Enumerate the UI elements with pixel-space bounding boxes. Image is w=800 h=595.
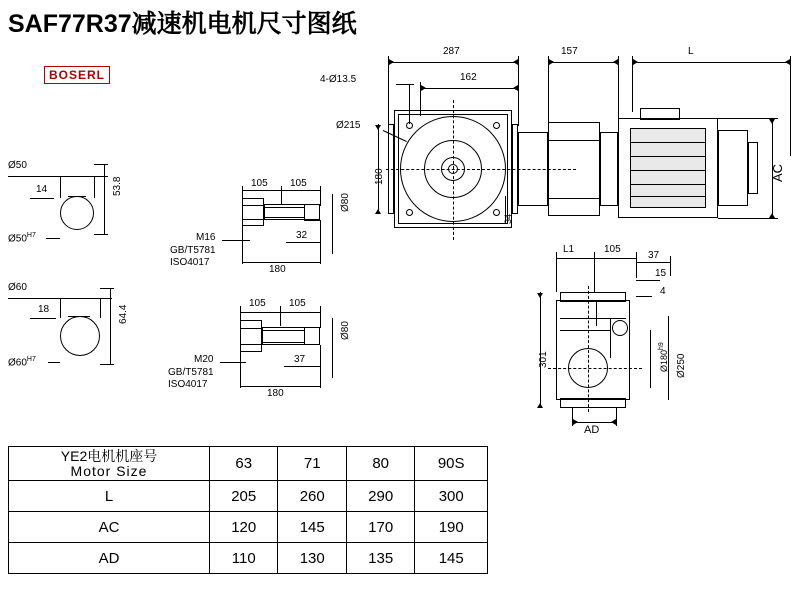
front-rib-3 [610,318,611,358]
m20-d80-line [332,318,333,378]
front-rib-4 [596,302,597,326]
label-m16-32: 32 [296,230,308,241]
front-rib-2 [560,330,610,331]
bolt-hole-2 [493,122,500,129]
shaft-key-flat-60 [68,316,90,317]
cell-L-71: 260 [278,481,346,512]
table-header-size-0: 63 [210,447,278,481]
label-m16-180: 180 [269,264,286,275]
reducer-stage-2 [548,122,600,216]
reducer-rib-1 [548,140,600,141]
label-m16: M16 [196,232,216,243]
cell-L-90S: 300 [415,481,488,512]
m20-dim180-ext1 [240,352,241,388]
label-front-105: 105 [604,244,621,255]
ext-line-50-a [60,176,61,198]
reducer-stage-1 [518,132,548,206]
m20-head-line1 [240,328,262,329]
label-m20-180: 180 [267,388,284,399]
table-header-en: Motor Size [70,462,148,479]
label-301: 301 [538,351,549,368]
m20-ext3 [320,306,321,328]
cell-L-63: 205 [210,481,278,512]
label-shaft-dia-50: Ø50 [8,160,27,171]
m16-leader [222,240,250,241]
label-shaft-fit-50: $Ø50^{H7}$ [8,232,36,245]
m16-head-line1 [242,205,264,206]
front-top-flange [560,292,626,302]
label-L: L [688,46,694,57]
table-header-row [9,447,488,481]
label-34: 34 [503,213,513,224]
label-front-4: 4 [660,286,666,297]
ext-line-50-b [94,176,95,198]
dim-37f-ext [670,256,671,276]
motor-fin-1 [630,142,706,143]
label-m20-105a: 105 [249,298,266,309]
m20-ext2 [280,306,281,326]
dim-L1-line [556,258,594,259]
m16-dim-180 [242,262,320,263]
label-4-holes: 4-Ø13.5 [320,74,357,85]
dim-301-arrow-t [537,293,543,298]
dim-157-ext1 [548,56,549,124]
leader-60h7 [48,362,60,363]
dim-AC-arrow-t [769,119,775,124]
reducer-rib-2 [548,198,600,199]
dim-287-arrow-l [389,59,394,65]
motor-fan-cover [718,130,748,206]
m16-ext2 [281,186,282,204]
label-157: 157 [561,46,578,57]
dim-AD-arrow-l [573,419,578,425]
dim-AD-ext1 [572,408,573,426]
dim-4f-line [636,296,652,297]
label-key-width-50: 14 [36,184,48,195]
m16-thread-a [264,207,304,208]
label-key-width-60: 18 [38,304,50,315]
table-header-label [9,447,210,481]
row-label-AD: AD [9,543,210,574]
shaft-key-flat-50 [68,196,86,197]
dim-287-ext2 [518,56,519,126]
cell-AC-80: 170 [346,512,414,543]
dim-157-ext2 [618,56,619,120]
m16-d80-line [332,194,333,254]
label-AC: AC [770,163,785,182]
leader-50h7 [46,238,60,239]
m16-dim180-ext2 [320,220,321,264]
table-header-size-2: 80 [346,447,414,481]
dim-L-ext2 [790,56,791,156]
dim-162-line [420,88,518,89]
dim-538-ext-top [94,164,108,165]
m16-tip-top [304,204,320,205]
label-m20: M20 [194,354,214,365]
brand-logo: BOSERL [44,66,110,84]
dim-644-ext-bot [100,364,114,365]
label-L1: L1 [563,244,575,255]
row-label-AC: AC [9,512,210,543]
table-header-cn: YE2电机机座号 [60,448,158,464]
label-m20-37: 37 [294,354,306,365]
table-header-size-1: 71 [278,447,346,481]
spec-table [8,446,488,574]
motor-end-cap [748,142,758,194]
shaft-circle-60 [60,316,100,356]
dim-L1-ext1 [556,252,557,292]
dim-L-line [632,62,790,63]
motor-fin-5 [630,196,706,197]
dim-d180-line [650,330,651,388]
terminal-box [640,108,680,120]
dim-162-arrow-l [421,85,426,91]
dim-157-line [548,62,618,63]
label-162: 162 [460,72,477,83]
label-m16-105a: 105 [251,178,268,189]
dim-644-line [110,288,111,364]
motor-fin-4 [630,184,706,185]
cell-AD-80: 135 [346,543,414,574]
m20-ext1 [240,306,241,320]
dim-15f-line [636,280,660,281]
cell-AD-63: 110 [210,543,278,574]
row-label-L: L [9,481,210,512]
m20-dim-180 [240,386,320,387]
cell-AC-71: 145 [278,512,346,543]
dim-287-ext1 [388,56,389,124]
front-center-h [548,368,642,369]
cell-AC-90S: 190 [415,512,488,543]
cell-AD-90S: 145 [415,543,488,574]
dim-37f-line [636,262,670,263]
dim-538-ext-bot [94,234,108,235]
table-row [9,481,488,512]
dim-644-ext-top [100,288,114,289]
label-m20-std1: GB/T5781 [168,367,214,378]
bolt-hole-3 [406,209,413,216]
holes-leader-1 [396,84,414,85]
dim-301-arrow-b [537,403,543,408]
m16-bolt-head [242,198,264,226]
m20-thread-end [304,327,305,345]
dim-L-arrow-r [785,59,790,65]
dim-157-arrow-r [613,59,618,65]
motor-fin-3 [630,170,706,171]
m16-head-line2 [242,219,264,220]
m20-thread-b [262,342,304,343]
cell-AD-71: 130 [278,543,346,574]
table-header-size-3: 90S [415,447,488,481]
holes-leader-2 [409,84,410,124]
dim-162-arrow-r [513,85,518,91]
m16-dim-32 [286,242,320,243]
label-front-15: 15 [655,268,667,279]
dim-AD-ext2 [616,408,617,426]
label-m16-105b: 105 [290,178,307,189]
dim-AD-line [572,422,616,423]
label-m20-105b: 105 [289,298,306,309]
label-shaft-fit-60: $Ø60^{H7}$ [8,356,36,369]
bolt-hole-4 [493,209,500,216]
cell-L-80: 290 [346,481,414,512]
m16-ext3 [320,186,321,206]
label-m16-d80: Ø80 [340,193,351,212]
dim-AC-ext-bot [718,218,778,219]
center-line-v [453,100,454,240]
table-row [9,543,488,574]
dim-L-arrow-l [633,59,638,65]
dim-AC-ext-top [718,118,778,119]
m20-leader [220,362,246,363]
label-m16-std1: GB/T5781 [170,245,216,256]
front-small-boss [612,320,628,336]
m16-ext1 [242,186,243,198]
m16-tip-bot [304,220,320,221]
m20-head-line2 [240,344,262,345]
m16-thread-b [264,217,304,218]
m16-thread-end [304,204,305,220]
m20-dim180-ext2 [320,345,321,388]
mount-plate-left [388,124,394,214]
front-center-v [588,286,589,412]
page-title: SAF77R37减速机电机尺寸图纸 [8,10,357,38]
dim-157-arrow-l [549,59,554,65]
dim-538-line [104,164,105,234]
table-row [9,512,488,543]
label-front-37: 37 [648,250,660,261]
dim-105f-line [594,258,636,259]
m20-thread-a [262,330,304,331]
dim-180-arrow-t [375,125,381,130]
dim-301-line [540,292,541,408]
label-shaft-dia-60: Ø60 [8,282,27,293]
label-dia215: Ø215 [336,120,361,131]
dim-287-line-2 [388,62,518,63]
label-180: 180 [374,168,385,185]
dim-287-arrow-r [513,59,518,65]
ext-line-60-b [100,298,101,318]
reducer-adapter [600,132,618,206]
front-bottom-flange [560,398,626,408]
label-m20-std2: ISO4017 [168,379,208,390]
m20-dim-37 [284,366,320,367]
label-m16-std2: ISO4017 [170,257,210,268]
label-shaft-height-50: 53.8 [112,176,123,196]
label-d180: $Ø180^{h9}$ [658,342,669,372]
motor-fin-2 [630,156,706,157]
label-m20-d80: Ø80 [340,321,351,340]
dim-180-arrow-b [375,209,381,214]
label-AD: AD [584,424,600,436]
cell-AC-63: 120 [210,512,278,543]
ext-line-60-a [60,298,61,318]
shaft-circle-50 [60,196,94,230]
dim-105f-ext [636,252,637,278]
label-287: 287 [443,46,460,57]
label-d250: Ø250 [676,353,687,378]
m16-dim180-ext1 [242,226,243,264]
dim-14-line [30,198,54,199]
dim-18-line [30,318,56,319]
front-rib-1 [560,318,626,319]
dim-line-50-top [8,176,108,177]
m20-bolt-head [240,320,262,352]
label-shaft-height-60: 64.4 [118,304,129,324]
